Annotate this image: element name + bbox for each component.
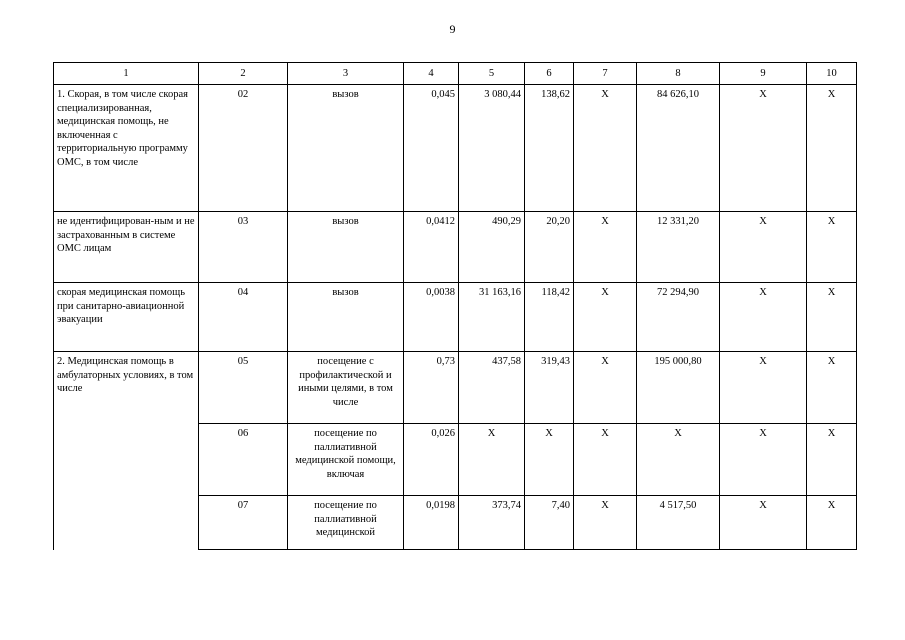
row-name: скорая медицинская помощь при санитарно-авиационной эвакуации — [54, 283, 199, 352]
cell-col-10: Х — [807, 283, 857, 352]
cell-col-4: 0,0198 — [404, 496, 459, 550]
row-code: 03 — [199, 212, 288, 283]
column-header: 6 — [525, 63, 574, 85]
header-row — [54, 63, 857, 85]
cell-col-6: Х — [525, 424, 574, 496]
cell-col-4: 0,026 — [404, 424, 459, 496]
row-code: 05 — [199, 352, 288, 424]
cell-col-5: 490,29 — [459, 212, 525, 283]
cell-col-9: Х — [720, 352, 807, 424]
column-header: 2 — [199, 63, 288, 85]
table-row — [54, 212, 857, 283]
page-number: 9 — [449, 22, 456, 36]
cell-col-6: 319,43 — [525, 352, 574, 424]
cell-col-5: 31 163,16 — [459, 283, 525, 352]
column-header: 5 — [459, 63, 525, 85]
column-header: 7 — [574, 63, 637, 85]
row-unit: посещение по паллиативной медицинской помощи, включая — [288, 424, 404, 496]
row-code: 04 — [199, 283, 288, 352]
cell-col-6: 7,40 — [525, 496, 574, 550]
row-unit: посещение по паллиативной медицинской — [288, 496, 404, 550]
cell-col-8: 84 626,10 — [637, 85, 720, 212]
row-name: 1. Скорая, в том числе скорая специализированная, медицинская помощь, не включенная с территориальную программу ОМС, в том числе — [54, 85, 199, 212]
cell-col-9: Х — [720, 424, 807, 496]
row-code: 06 — [199, 424, 288, 496]
cell-col-8: 4 517,50 — [637, 496, 720, 550]
cell-col-5: 437,58 — [459, 352, 525, 424]
cell-col-8: 72 294,90 — [637, 283, 720, 352]
cell-col-9: Х — [720, 496, 807, 550]
row-unit: посещение с профилактической и иными целями, в том числе — [288, 352, 404, 424]
cell-col-9: Х — [720, 212, 807, 283]
cell-col-7: Х — [574, 496, 637, 550]
cell-col-7: Х — [574, 283, 637, 352]
cell-col-4: 0,73 — [404, 352, 459, 424]
cell-col-5: 3 080,44 — [459, 85, 525, 212]
cell-col-4: 0,0038 — [404, 283, 459, 352]
cell-col-5: Х — [459, 424, 525, 496]
cell-col-7: Х — [574, 424, 637, 496]
cell-col-7: Х — [574, 352, 637, 424]
cell-col-8: 195 000,80 — [637, 352, 720, 424]
cell-col-10: Х — [807, 212, 857, 283]
column-header: 9 — [720, 63, 807, 85]
row-unit: вызов — [288, 212, 404, 283]
column-header: 10 — [807, 63, 857, 85]
column-header: 4 — [404, 63, 459, 85]
column-header: 3 — [288, 63, 404, 85]
table-row — [54, 283, 857, 352]
cell-col-7: Х — [574, 212, 637, 283]
cell-col-7: Х — [574, 85, 637, 212]
cell-col-6: 118,42 — [525, 283, 574, 352]
cell-col-8: 12 331,20 — [637, 212, 720, 283]
row-code: 02 — [199, 85, 288, 212]
table-row — [54, 352, 857, 424]
cell-col-6: 138,62 — [525, 85, 574, 212]
column-header: 1 — [54, 63, 199, 85]
row-unit: вызов — [288, 283, 404, 352]
data-table — [53, 62, 857, 550]
row-unit: вызов — [288, 85, 404, 212]
cell-col-10: Х — [807, 496, 857, 550]
cell-col-5: 373,74 — [459, 496, 525, 550]
cell-col-4: 0,045 — [404, 85, 459, 212]
cell-col-8: Х — [637, 424, 720, 496]
row-name: 2. Медицинская помощь в амбулаторных условиях, в том числе — [54, 352, 199, 550]
row-code: 07 — [199, 496, 288, 550]
cell-col-4: 0,0412 — [404, 212, 459, 283]
table-row — [54, 85, 857, 212]
cell-col-6: 20,20 — [525, 212, 574, 283]
cell-col-10: Х — [807, 85, 857, 212]
cell-col-9: Х — [720, 283, 807, 352]
column-header: 8 — [637, 63, 720, 85]
row-name: не идентифицирован-ным и не застрахованным в системе ОМС лицам — [54, 212, 199, 283]
cell-col-10: Х — [807, 352, 857, 424]
cell-col-10: Х — [807, 424, 857, 496]
cell-col-9: Х — [720, 85, 807, 212]
